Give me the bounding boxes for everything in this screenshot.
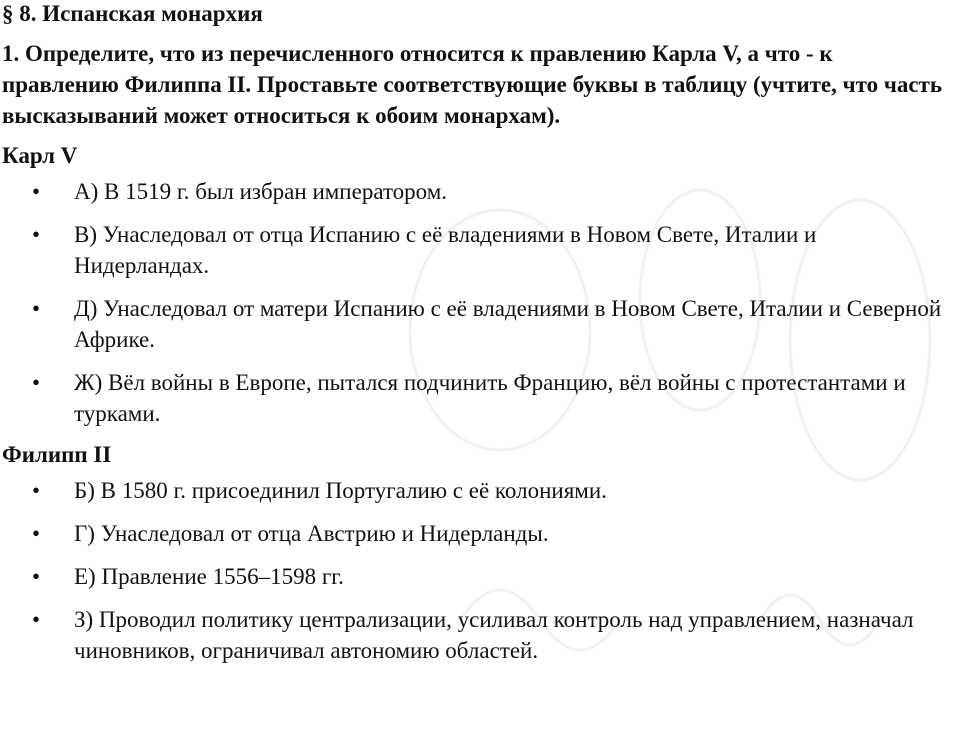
list-item-text: З) Проводил политику централизации, усиливал контроль над управлением, назначал чиновников, ограничивал автономию областей. [74, 607, 914, 663]
list-item [2, 293, 954, 355]
bullet-icon: • [32, 222, 41, 247]
section-title: § 8. Испанская монархия [2, 1, 263, 26]
karl-items-list [2, 176, 954, 429]
list-item [2, 367, 954, 429]
bullet-icon: • [32, 521, 41, 546]
list-item-text: А) В 1519 г. был избран императором. [74, 179, 448, 204]
group-title-philip: Филипп II [2, 442, 112, 467]
list-item [2, 518, 954, 549]
task-text: 1. Определите, что из перечисленного относится к правлению Карла V, а что - к правлению Филиппа II. Проставьте соответствующие буквы в таблицу (учтите, что часть высказываний может относиться к обоим монархам). [2, 41, 942, 128]
bullet-icon: • [32, 370, 41, 395]
bullet-icon: • [32, 179, 41, 204]
list-item [2, 561, 954, 592]
list-item-text: В) Унаследовал от отца Испанию с её владениями в Новом Свете, Италии и Нидерландах. [74, 222, 817, 278]
bullet-icon: • [32, 564, 41, 589]
list-item [2, 219, 954, 281]
list-item-text: Б) В 1580 г. присоединил Португалию с её колониями. [74, 478, 607, 503]
bullet-icon: • [32, 607, 41, 632]
list-item [2, 176, 954, 207]
philip-items-list [2, 475, 954, 666]
bullet-icon: • [32, 478, 41, 503]
bullet-icon: • [32, 296, 41, 321]
list-item [2, 604, 954, 666]
group-title-karl: Карл V [2, 143, 78, 168]
list-item-text: Ж) Вёл войны в Европе, пытался подчинить Францию, вёл войны с протестантами и турками. [74, 370, 906, 426]
list-item-text: Г) Унаследовал от отца Австрию и Нидерланды. [74, 521, 549, 546]
list-item [2, 475, 954, 506]
list-item-text: Д) Унаследовал от матери Испанию с её владениями в Новом Свете, Италии и Северной Африке. [74, 296, 942, 352]
list-item-text: Е) Правление 1556–1598 гг. [74, 564, 344, 589]
